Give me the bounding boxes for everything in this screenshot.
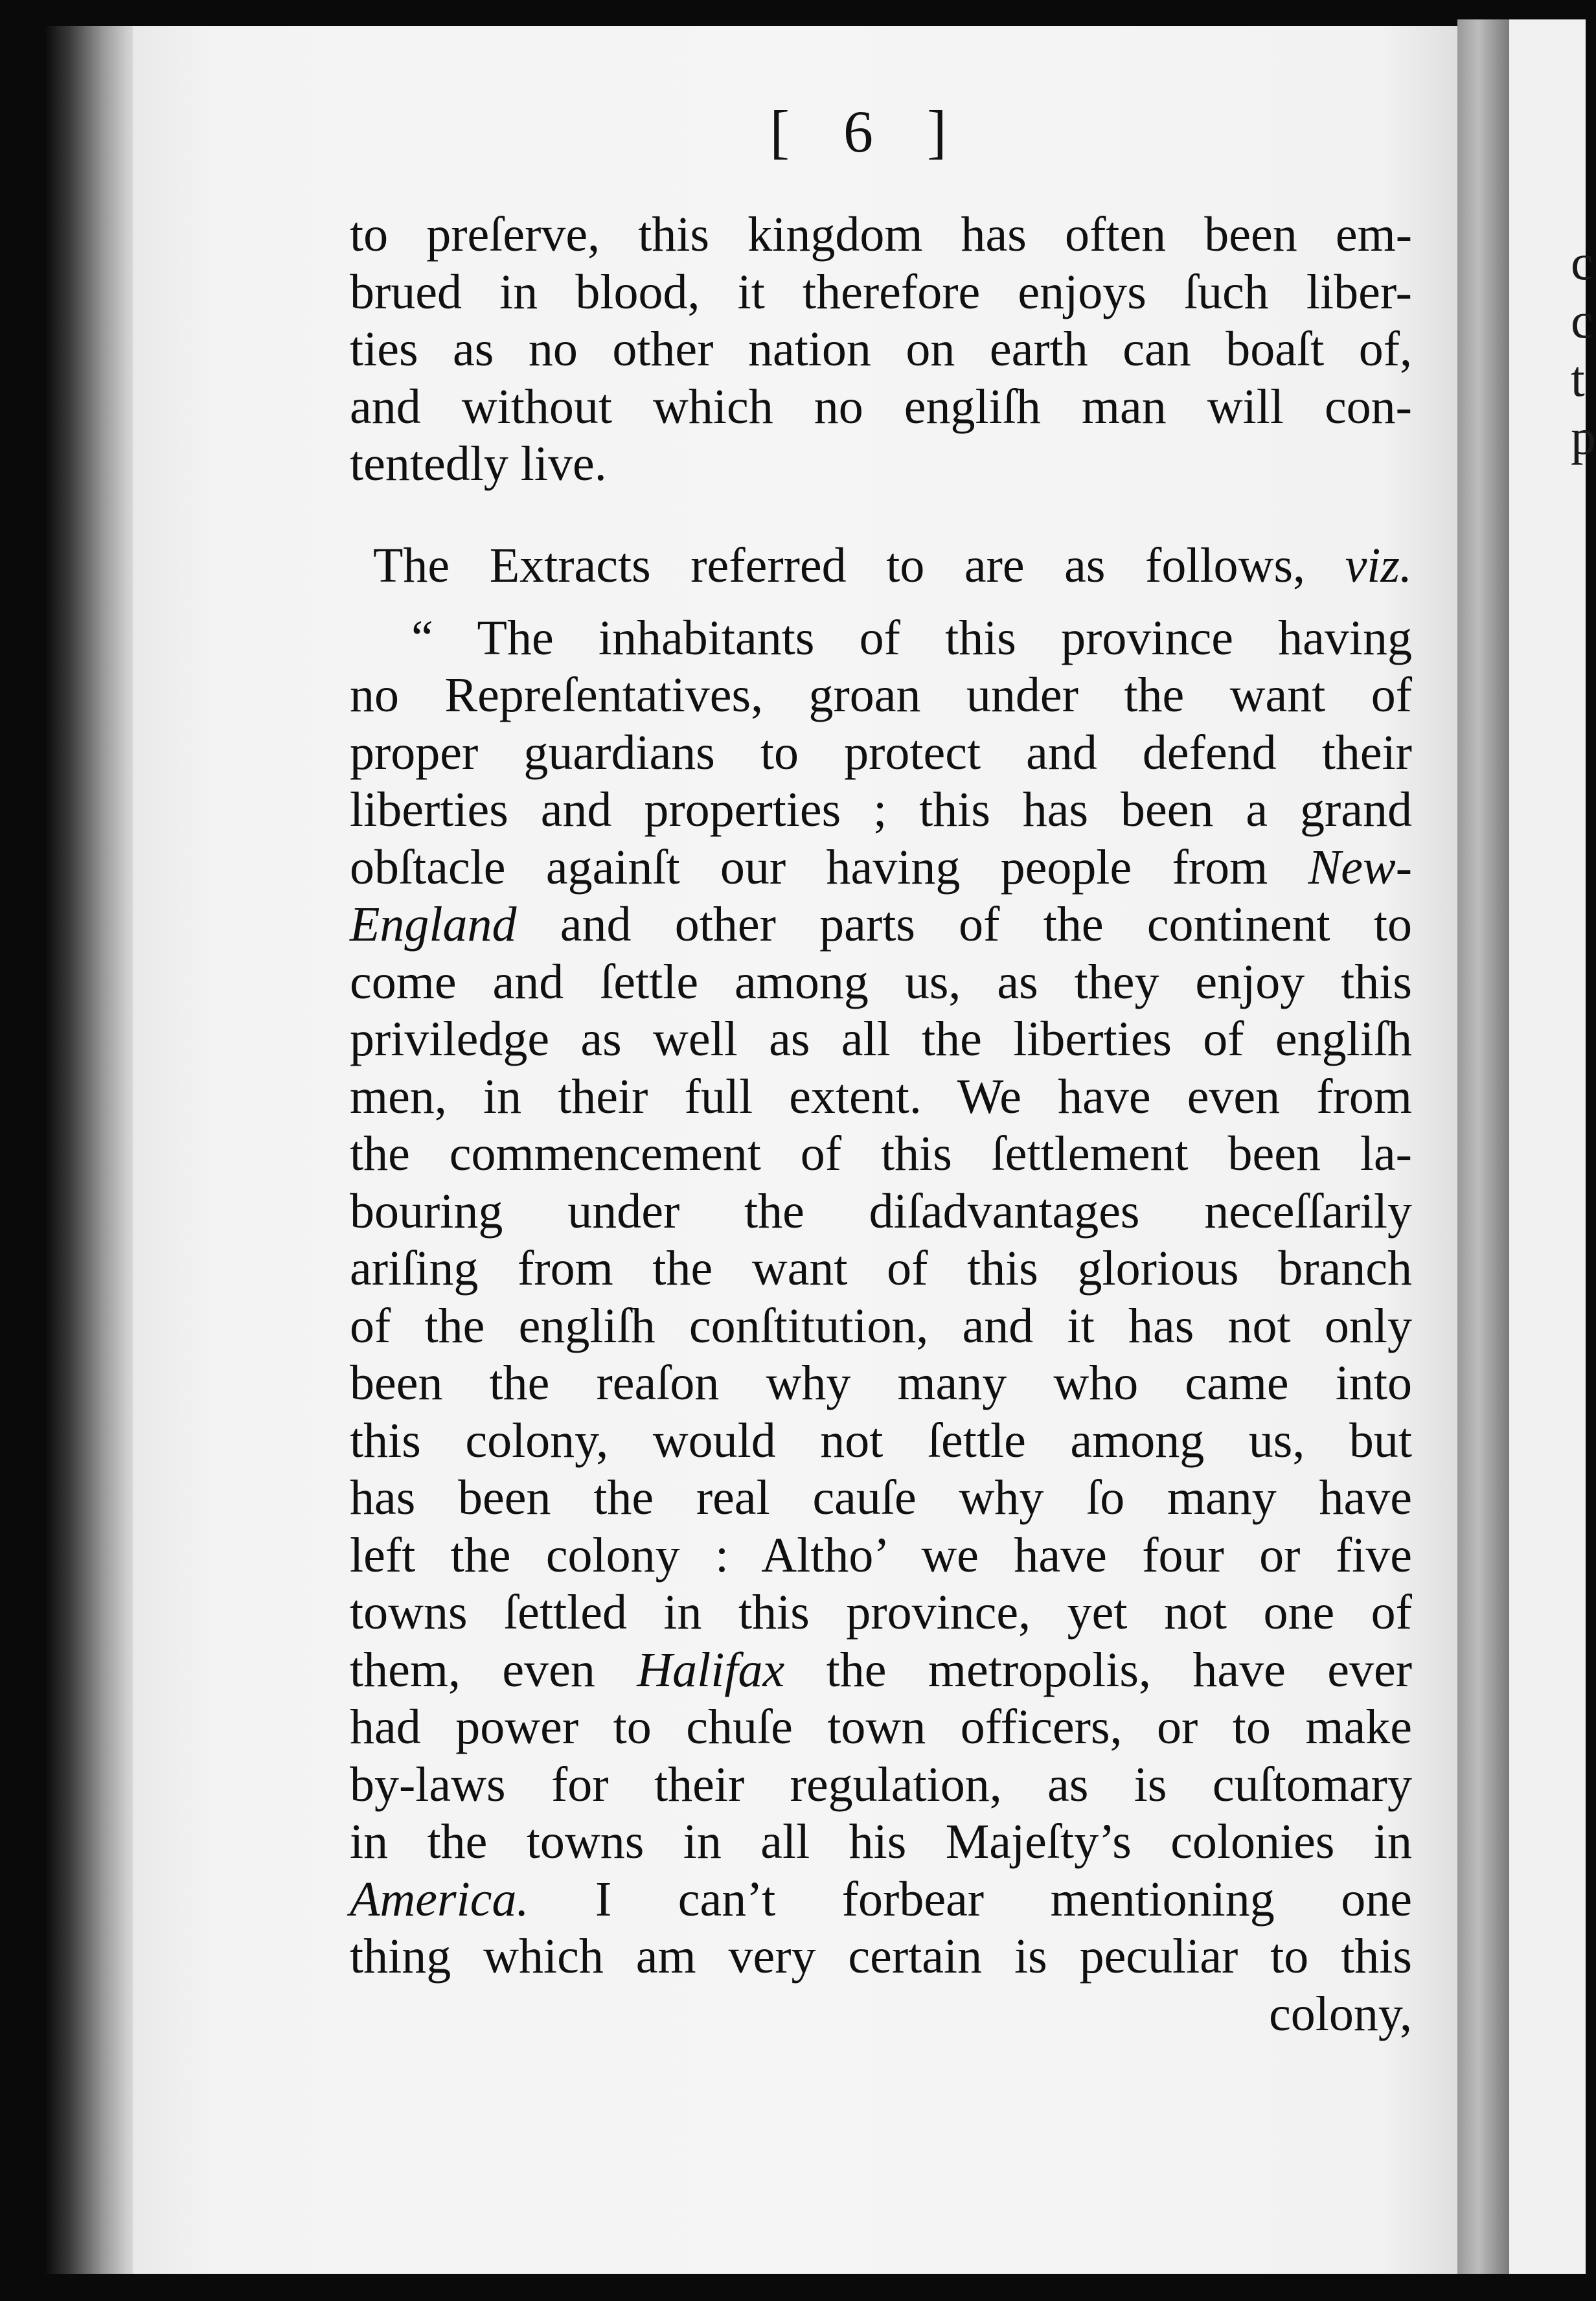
page-number: [ 6 ] <box>770 98 966 165</box>
text-line: ariſing from the want of this glorious branch <box>350 1241 1412 1296</box>
italic-segment: America. <box>350 1872 529 1927</box>
heading-text: The Extracts referred to are as follows, <box>373 538 1306 593</box>
facing-page-fragment: t <box>1571 350 1585 407</box>
body-text <box>350 206 1412 2043</box>
text-line: come and ſettle among us, as they enjoy this <box>350 954 1412 1009</box>
text-segment: the metropolis, have ever <box>784 1642 1412 1697</box>
text-line: ties as no other nation on earth can boaſt of, <box>350 322 1412 376</box>
text-line: brued in blood, it therefore enjoys ſuch liber- <box>350 264 1412 319</box>
text-line: proper guardians to protect and defend their <box>350 725 1412 780</box>
text-line: this colony, would not ſettle among us, but <box>350 1413 1412 1468</box>
italic-segment: Halifax <box>637 1642 785 1697</box>
text-line: tentedly live. <box>350 437 607 491</box>
facing-page-fragment: c <box>1571 234 1593 290</box>
text-line: been the reaſon why many who came into <box>350 1356 1412 1410</box>
text-segment: obſtacle againſt our having people from <box>350 840 1268 895</box>
text-line: no Repreſentatives, groan under the want of <box>350 668 1412 722</box>
italic-segment: England <box>350 897 517 952</box>
book-gutter <box>45 26 142 2274</box>
text-line: priviledge as well as all the liberties of engliſh <box>350 1012 1412 1066</box>
text-line: in the towns in all his Majeſty’s colonies in <box>350 1814 1412 1869</box>
text-line: to preſerve, this kingdom has often been em- <box>350 207 1412 262</box>
text-line: and without which no engliſh man will con- <box>350 379 1412 434</box>
italic-segment: New- <box>1308 840 1413 895</box>
text-line: thing which am very certain is peculiar to this <box>350 1929 1412 1984</box>
text-line: the commencement of this ſettlement been la- <box>350 1127 1412 1181</box>
text-segment: them, even <box>350 1642 637 1697</box>
text-line <box>350 896 1412 954</box>
page-edge <box>1457 19 1509 2274</box>
text-line: has been the real cauſe why ſo many have <box>350 1471 1412 1525</box>
text-segment: I can’t forbear mentioning one <box>529 1872 1412 1927</box>
text-line: men, in their full extent. We have even from <box>350 1069 1412 1124</box>
text-line <box>350 1871 1412 1929</box>
facing-page-fragment: c <box>1571 292 1593 349</box>
text-line: liberties and properties ; this has been a grand <box>350 783 1412 837</box>
text-line: towns ſettled in this province, yet not one of <box>350 1585 1412 1640</box>
text-line: left the colony : Altho’ we have four or five <box>350 1528 1412 1583</box>
catchword: colony, <box>1269 1986 1412 2041</box>
text-line <box>350 839 1412 897</box>
text-line: by-laws for their regulation, as is cuſtomary <box>350 1757 1412 1812</box>
heading-viz: viz. <box>1345 538 1413 593</box>
section-heading <box>350 533 1412 598</box>
text-segment: and other parts of the continent to <box>516 897 1412 952</box>
facing-page <box>1509 19 1596 2274</box>
text-line: had power to chuſe town officers, or to make <box>350 1700 1412 1754</box>
text-line: of the engliſh conſtitution, and it has not only <box>350 1298 1412 1353</box>
facing-page-fragment: p <box>1571 409 1596 465</box>
text-line: “ The inhabitants of this province having <box>411 610 1412 665</box>
text-line: bouring under the diſadvantages neceſſarily <box>350 1184 1412 1239</box>
text-line <box>350 1642 1412 1699</box>
